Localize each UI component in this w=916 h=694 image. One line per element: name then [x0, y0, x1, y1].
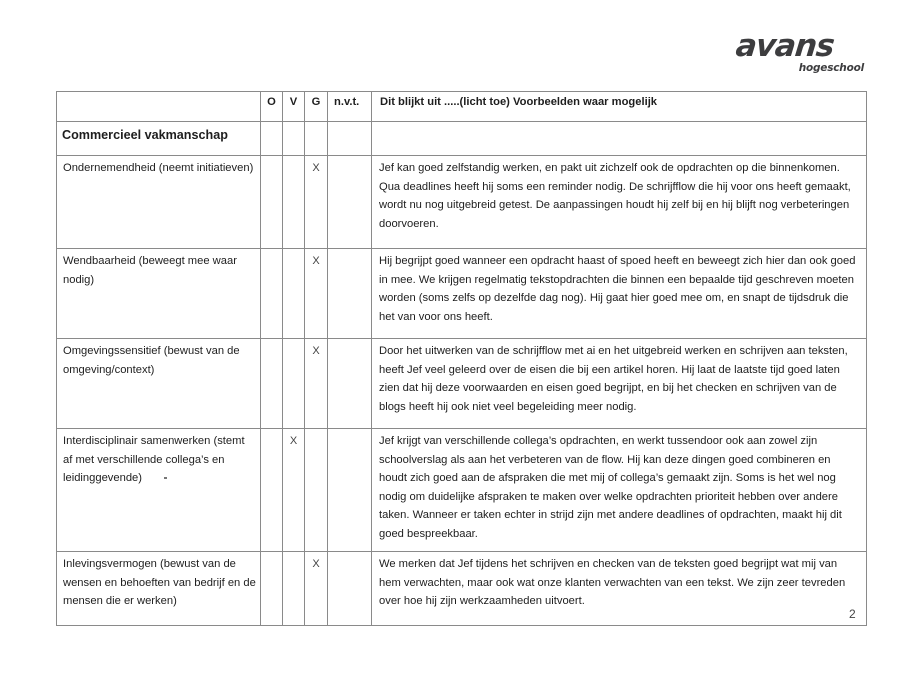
mark-v — [283, 339, 305, 429]
description-cell: Door het uitwerken van de schrijfflow met ai en het uitgebreid werken en schrijven aan teksten, heeft Jef veel geleerd over de eisen die bij een artikel horen. Hij laat de laatste tijd goed laten zien dat hij deze voorwaarden en eisen goed begrijpt, en bij het checken en schrijven van de blogs heeft hij ook niet veel begeleiding meer nodig. — [372, 339, 867, 429]
description-cell: We merken dat Jef tijdens het schrijven en checken van de teksten goed begrijpt wat mij van hem verwachten, maar ook wat onze klanten verwachten van een tekst. We zijn zeer tevreden over hoe hij zijn werkzaamheden uitvoert. — [372, 552, 867, 626]
mark-o — [261, 156, 283, 249]
mark-g: X — [305, 552, 328, 626]
table-row — [57, 156, 867, 249]
header-nvt: n.v.t. — [328, 92, 372, 122]
mark-nvt — [328, 552, 372, 626]
evaluation-table — [56, 91, 867, 626]
mark-nvt — [328, 249, 372, 339]
mark-nvt — [328, 429, 372, 552]
mark-g — [305, 429, 328, 552]
description-cell: Jef kan goed zelfstandig werken, en pakt uit zichzelf ook de opdrachten op die binnenkomen. Qua deadlines heeft hij soms een reminder nodig. De schrijfflow die hij voor ons heeft gemaakt, wordt nu nog uitgebreid getest. De aanpassingen houdt hij zelf bij en hij blijft nog verbeteringen doorvoeren. — [372, 156, 867, 249]
criterion-text: Interdisciplinair samenwerken (stemt af met verschillende collega’s en leidinggevende) — [63, 435, 245, 485]
criterion-cell: Omgevingssensitief (bewust van de omgeving/context) — [57, 339, 261, 429]
header-g: G — [305, 92, 328, 122]
section-row — [57, 122, 867, 156]
avans-hogeschool-logo — [734, 28, 866, 78]
description-cell: Jef krijgt van verschillende collega’s opdrachten, en werkt tussendoor ook aan zowel zijn schoolverslag als aan het verbeteren van de flow. Hij kan deze dingen goed combineren en houdt zich goed aan de afspraken die met mij of collega’s gemaakt zijn. Soms is het wel nog nodig om duidelijke afspraken te maken over welke opdrachten prioriteit hebben over andere taken. Wanneer er taken echter in strijd zijn met andere deadlines of opdrachten, maakt hij dit goed bespreekbaar. — [372, 429, 867, 552]
stray-mark — [164, 477, 167, 479]
logo-wordmark: avans — [734, 28, 836, 64]
page-number: 2 — [849, 607, 856, 621]
section-title: Commercieel vakmanschap — [57, 122, 261, 156]
section-o-cell — [261, 122, 283, 156]
mark-v — [283, 249, 305, 339]
criterion-cell — [57, 429, 261, 552]
criterion-cell: Wendbaarheid (beweegt mee waar nodig) — [57, 249, 261, 339]
section-description-cell — [372, 122, 867, 156]
header-o: O — [261, 92, 283, 122]
mark-v — [283, 552, 305, 626]
mark-o — [261, 339, 283, 429]
description-cell: Hij begrijpt goed wanneer een opdracht haast of spoed heeft en beweegt zich hier dan ook goed in mee. We krijgen regelmatig tekstopdrachten die binnen een bepaalde tijd geschreven moeten worden (soms zelfs op dezelfde dag nog). Hij gaat hier goed mee om, en snapt de tijdsdruk die het van voor ons heeft. — [372, 249, 867, 339]
header-description: Dit blijkt uit .....(licht toe) Voorbeelden waar mogelijk — [372, 92, 867, 122]
table-row — [57, 429, 867, 552]
criterion-cell: Inlevingsvermogen (bewust van de wensen en behoeften van bedrijf en de mensen die er werken) — [57, 552, 261, 626]
table-row — [57, 552, 867, 626]
mark-o — [261, 552, 283, 626]
header-v: V — [283, 92, 305, 122]
section-v-cell — [283, 122, 305, 156]
table-row — [57, 249, 867, 339]
mark-v: X — [283, 429, 305, 552]
section-nvt-cell — [328, 122, 372, 156]
table-row — [57, 339, 867, 429]
header-row — [57, 92, 867, 122]
mark-nvt — [328, 156, 372, 249]
mark-o — [261, 249, 283, 339]
mark-g: X — [305, 249, 328, 339]
criterion-cell: Ondernemendheid (neemt initiatieven) — [57, 156, 261, 249]
logo-subtitle: hogeschool — [798, 62, 864, 74]
mark-v — [283, 156, 305, 249]
mark-o — [261, 429, 283, 552]
header-criterion — [57, 92, 261, 122]
mark-g: X — [305, 339, 328, 429]
mark-nvt — [328, 339, 372, 429]
mark-g: X — [305, 156, 328, 249]
section-g-cell — [305, 122, 328, 156]
